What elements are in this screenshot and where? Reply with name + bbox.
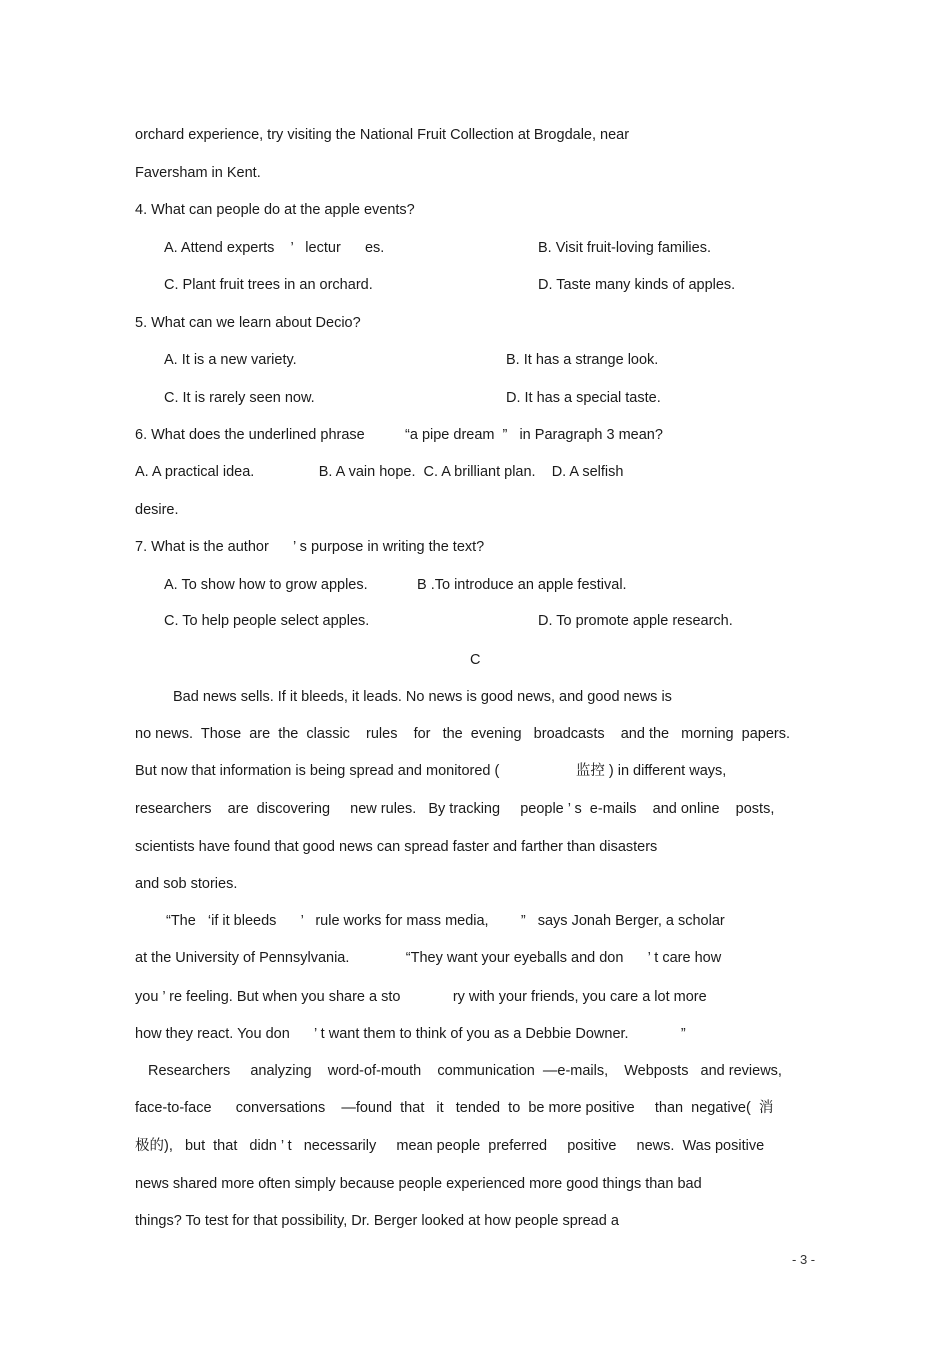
q7-option-c: C. To help people select apples.	[164, 613, 370, 629]
passage-line: Bad news sells. If it bleeds, it leads. No news is good news, and good news is	[173, 689, 672, 705]
q5-option-d: D. It has a special taste.	[506, 390, 661, 406]
passage-line: face-to-face conversations —found that it tended to be more positive than negative( 消	[135, 1100, 774, 1116]
passage-line: researchers are discovering new rules. By tracking people ’ s e-mails and online posts,	[135, 801, 775, 817]
q6-options-wrap: desire.	[135, 502, 179, 518]
q7-option-a: A. To show how to grow apples.	[164, 577, 368, 593]
question-7: 7. What is the author ’ s purpose in writing the text?	[135, 539, 485, 555]
passage-line: at the University of Pennsylvania. “They want your eyeballs and don ’ t care how	[135, 950, 722, 966]
q4-option-a: A. Attend experts ’ lectur es.	[164, 240, 385, 256]
q4-option-d: D. Taste many kinds of apples.	[538, 277, 736, 293]
q5-option-b: B. It has a strange look.	[506, 352, 659, 368]
question-6: 6. What does the underlined phrase “a pipe dream ” in Paragraph 3 mean?	[135, 427, 663, 443]
question-4: 4. What can people do at the apple events?	[135, 202, 415, 218]
passage-line: you ’ re feeling. But when you share a sto ry with your friends, you care a lot more	[135, 989, 707, 1005]
page-number: - 3 -	[792, 1252, 816, 1267]
q4-option-c: C. Plant fruit trees in an orchard.	[164, 277, 373, 293]
passage-line: and sob stories.	[135, 876, 238, 892]
q7-option-b: B .To introduce an apple festival.	[417, 577, 627, 593]
q7-option-d: D. To promote apple research.	[538, 613, 733, 629]
q6-options: A. A practical idea. B. A vain hope. C. A brilliant plan. D. A selfish	[135, 464, 624, 480]
passage-line: “The ‘if it bleeds ’ rule works for mass media, ” says Jonah Berger, a scholar	[166, 913, 725, 929]
section-label: C	[470, 652, 481, 668]
q4-option-b: B. Visit fruit-loving families.	[538, 240, 711, 256]
passage-line: 极的), but that didn ’ t necessarily mean people preferred positive news. Was positive	[135, 1138, 765, 1154]
passage-line: Researchers analyzing word-of-mouth communication —e-mails, Webposts and reviews,	[148, 1063, 782, 1079]
passage-line: how they react. You don ’ t want them to think of you as a Debbie Downer. ”	[135, 1026, 686, 1042]
passage-line: But now that information is being spread and monitored ( 监控 ) in different ways,	[135, 763, 727, 779]
passage-line: no news. Those are the classic rules for the evening broadcasts and the morning papers.	[135, 726, 790, 742]
q5-option-c: C. It is rarely seen now.	[164, 390, 315, 406]
passage-line: scientists have found that good news can spread faster and farther than disasters	[135, 839, 658, 855]
body-text-line: Faversham in Kent.	[135, 165, 261, 181]
question-5: 5. What can we learn about Decio?	[135, 315, 361, 331]
passage-line: things? To test for that possibility, Dr. Berger looked at how people spread a	[135, 1213, 619, 1229]
body-text-line: orchard experience, try visiting the National Fruit Collection at Brogdale, near	[135, 127, 630, 143]
q5-option-a: A. It is a new variety.	[164, 352, 297, 368]
passage-line: news shared more often simply because people experienced more good things than bad	[135, 1176, 702, 1192]
